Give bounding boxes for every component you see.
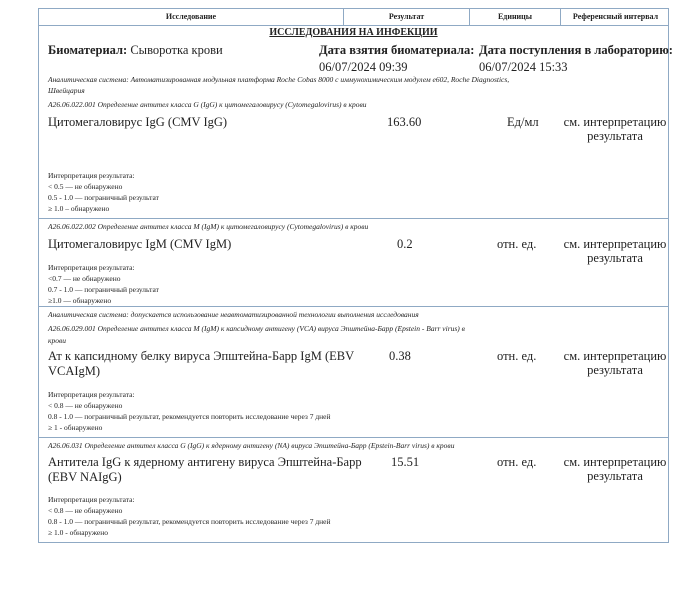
results-table: [38, 8, 673, 543]
test-units: отн. ед.: [497, 349, 537, 363]
table-header: [39, 9, 668, 26]
divider: [39, 306, 668, 307]
divider: [39, 437, 668, 438]
col-header-ref: Референсный интервал: [572, 12, 659, 21]
test-result: 15.51: [391, 455, 420, 469]
test-ref: см. интерпретацию результата: [563, 349, 667, 377]
biomaterial: [48, 43, 223, 58]
interp-line: <0.7 — не обнаружено: [48, 274, 121, 283]
interp-line: ≥ 1.0 - обнаружено: [48, 528, 108, 537]
test-ref: см. интерпретацию результата: [563, 455, 667, 483]
test-result: 0.2: [397, 237, 413, 251]
test-units: отн. ед.: [497, 237, 537, 251]
interp-line: ≥ 1 - обнаружено: [48, 423, 103, 432]
interp-line: 0.5 - 1.0 — пограничный результат: [48, 193, 159, 202]
interp-label: Интерпретация результата:: [48, 171, 135, 180]
received-date-value: 06/07/2024 15:33: [479, 60, 568, 74]
interp-line: 0.8 - 1.0 — пограничный результат, рекомендуется повторить исследование через 7 дней: [48, 412, 331, 421]
received-date-label: Дата поступления в лабораторию:: [479, 43, 673, 57]
collection-date-label: Дата взятия биоматериала:: [319, 43, 475, 57]
interp-line: ≥1.0 — обнаружено: [48, 296, 112, 305]
divider: [39, 218, 668, 219]
test-result: 163.60: [387, 115, 422, 129]
analytic-system: Швейцария: [48, 86, 85, 95]
interp-line: < 0.5 — не обнаружено: [48, 182, 123, 191]
biomaterial-label: Биоматериал:: [48, 43, 128, 57]
interp-line: ≥ 1.0 – обнаружено: [48, 204, 110, 213]
test-code: A26.06.022.002 Определение антител класса M (IgM) к цитомегаловирусу (Cytomegalovirus) в крови: [48, 222, 369, 231]
interp-line: < 0.8 — не обнаружено: [48, 506, 123, 515]
test-name: Ат к капсидному белку вируса Эпштейна-Барр IgM (EBV: [48, 349, 355, 363]
col-header-units: Единицы: [470, 9, 561, 25]
section-title: ИССЛЕДОВАНИЯ НА ИНФЕКЦИИ: [269, 27, 438, 38]
test-code: A26.06.022.001 Определение антител класса G (IgG) к цитомегаловирусу (Cytomegalovirus) в крови: [48, 100, 367, 109]
biomaterial-value: Сыворотка крови: [130, 43, 223, 57]
collection-date-value: 06/07/2024 09:39: [319, 60, 408, 74]
interp-line: < 0.8 — не обнаружено: [48, 401, 123, 410]
test-ref: см. интерпретацию результата: [563, 115, 667, 143]
interp-line: 0.7 - 1.0 — пограничный результат: [48, 285, 159, 294]
test-name: VCAIgM): [48, 364, 101, 378]
test-code: A26.06.031 Определение антител класса G (IgG) к ядерному антигену (NA) вируса Эпштейна-Барр (Epstein-Barr virus) в крови: [48, 441, 455, 450]
interp-label: Интерпретация результата:: [48, 390, 135, 399]
interp-label: Интерпретация результата:: [48, 263, 135, 272]
col-header-test: Исследование: [39, 9, 344, 25]
test-name: (EBV NAIgG): [48, 470, 122, 484]
test-name: Цитомегаловирус IgM (CMV IgM): [48, 237, 232, 251]
test-ref: см. интерпретацию результата: [563, 237, 667, 265]
test-name: Антитела IgG к ядерному антигену вируса Эпштейна-Барр: [48, 455, 362, 469]
test-code: A26.06.029.001 Определение антител класса M (IgM) к капсидному антигену (VCA) вируса Эпштейна-Барр (Epstein - Barr virus) в: [48, 324, 465, 333]
test-name: Цитомегаловирус IgG (CMV IgG): [48, 115, 228, 129]
analytic-system: Аналитическая система: Автоматизированная модульная платформа Roche Cobas 8000 с иммунохимическим модулем е602, Roche Diagnostics,: [48, 75, 510, 84]
test-units: Ед/мл: [507, 115, 539, 129]
analytic-system: Аналитическая система: допускается использование неавтоматизированной технологии выполнения исследования: [48, 310, 419, 319]
interp-line: 0.8 - 1.0 — пограничный результат, рекомендуется повторить исследование через 7 дней: [48, 517, 331, 526]
test-result: 0.38: [389, 349, 411, 363]
test-code: крови: [48, 336, 67, 345]
interp-label: Интерпретация результата:: [48, 495, 135, 504]
test-units: отн. ед.: [497, 455, 537, 469]
col-header-result: Результат: [344, 9, 470, 25]
